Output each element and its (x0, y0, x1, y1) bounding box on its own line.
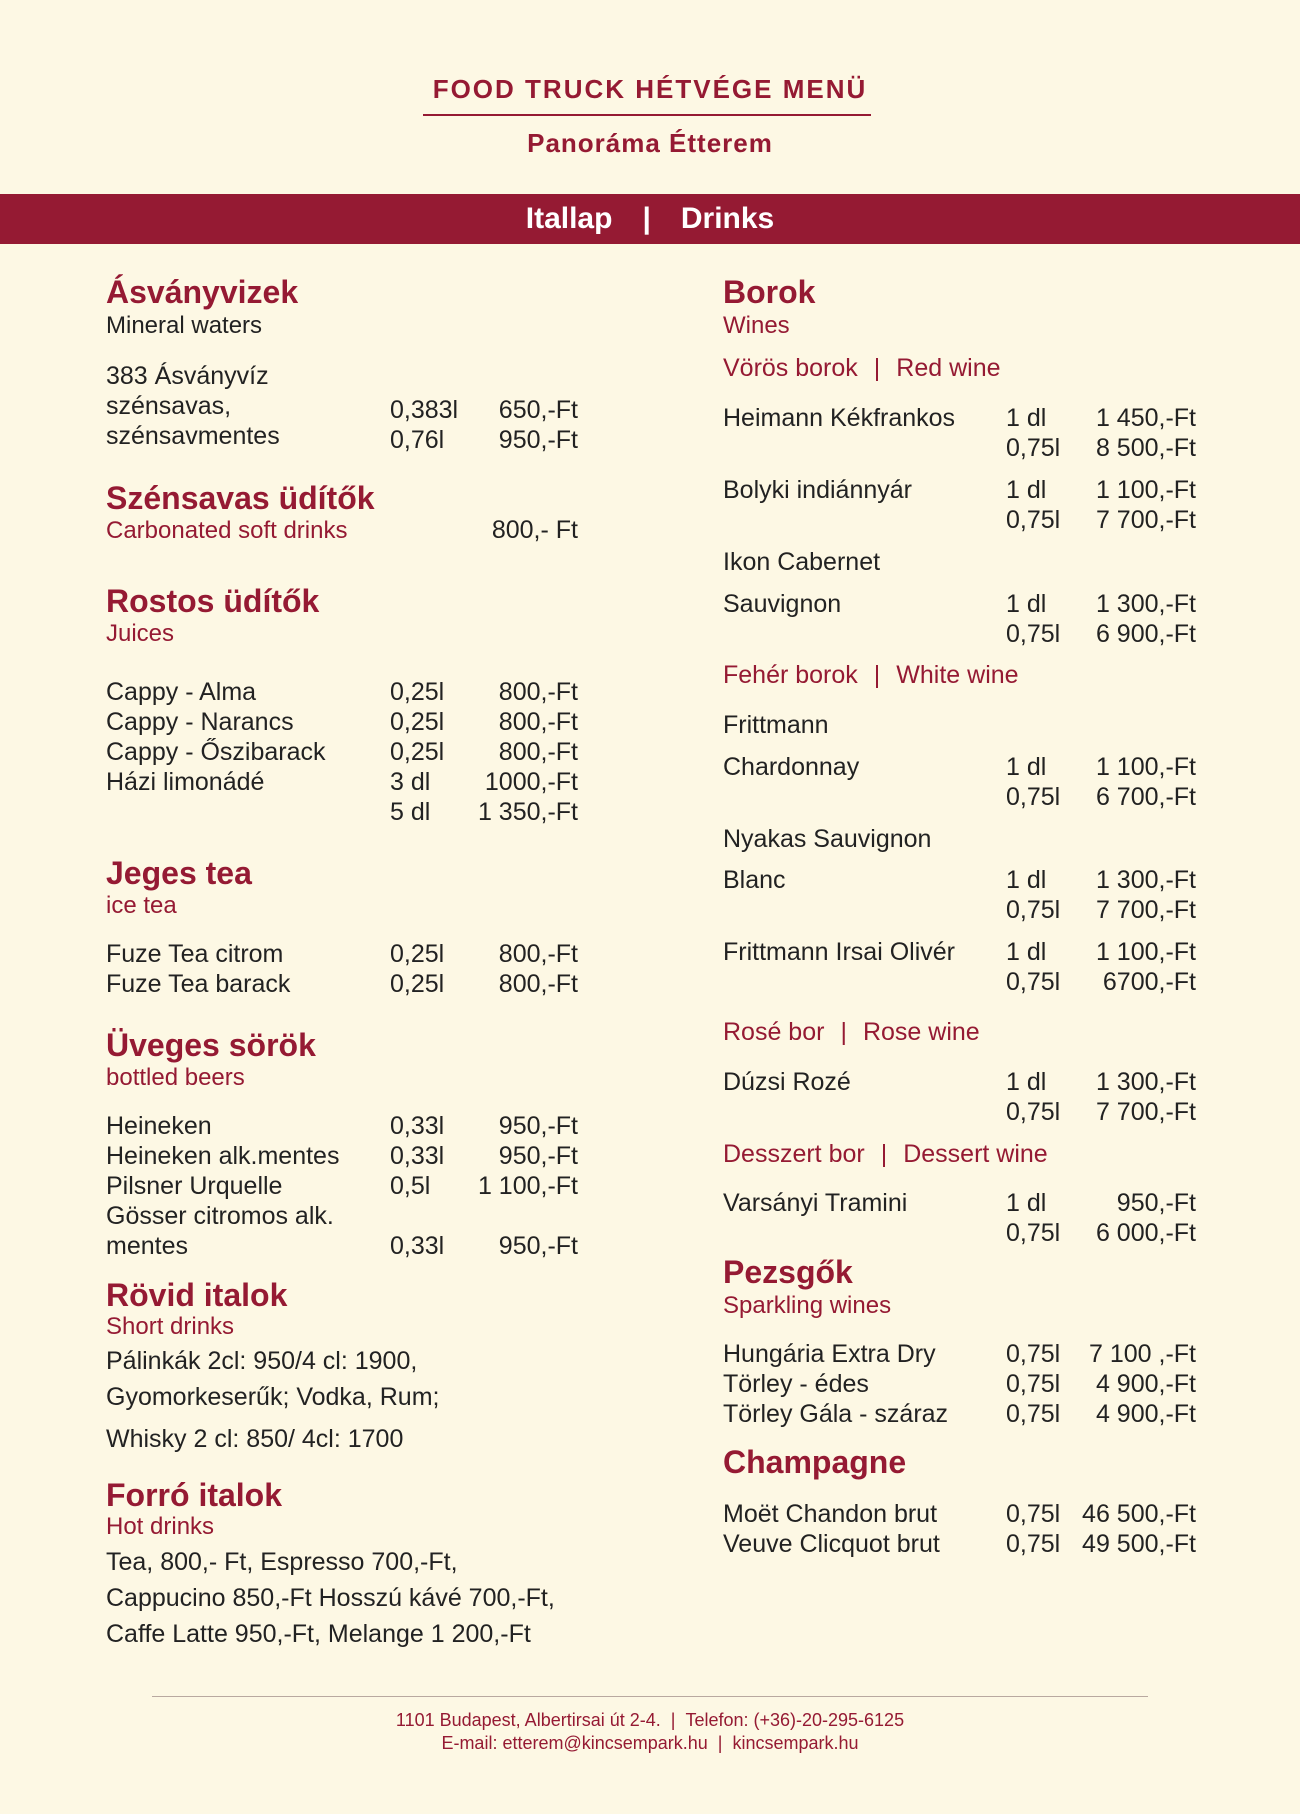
menu-item-volume: 1 dl (1006, 404, 1047, 432)
menu-item-name: Cappy - Alma (106, 678, 257, 706)
section-subtitle-juices: Juices (106, 620, 175, 647)
menu-item-price: 6 700,-Ft (1095, 783, 1196, 811)
menu-item-name: Hungária Extra Dry (723, 1340, 936, 1368)
menu-item-name: Cappy - Narancs (106, 708, 294, 736)
menu-item-price: 6 900,-Ft (1095, 620, 1196, 648)
menu-item-volume: 0,25l (390, 940, 445, 968)
menu-item-name: Bolyki indiánnyár (723, 476, 912, 504)
menu-item-name: Moët Chandon brut (723, 1500, 938, 1528)
section-subtitle-wines: Wines (723, 312, 790, 339)
menu-item-name: Veuve Clicquot brut (723, 1530, 940, 1558)
menu-item-volume: 0,75l (1006, 434, 1061, 462)
menu-item-volume: 0,75l (1006, 1400, 1061, 1428)
wine-category-red: Vörös borok | Red wine (723, 354, 1001, 382)
menu-item-price: 1 450,-Ft (1095, 404, 1196, 432)
section-subtitle-icetea: ice tea (106, 892, 177, 919)
menu-item-price: 46 500,-Ft (1082, 1500, 1196, 1528)
menu-item-price: 8 500,-Ft (1095, 434, 1196, 462)
menu-item-price: 800,- Ft (491, 516, 578, 544)
menu-item-volume: 0,75l (1006, 620, 1061, 648)
menu-item-name: Sauvignon (723, 590, 842, 618)
wine-category-white: Fehér borok | White wine (723, 661, 1019, 689)
menu-item-price: 1 100,-Ft (1095, 476, 1196, 504)
menu-item-price: 1 100,-Ft (477, 1172, 578, 1200)
menu-item-volume: 0,25l (390, 708, 445, 736)
wine-category-dessert: Desszert bor | Dessert wine (723, 1140, 1048, 1168)
menu-item-price: 4 900,-Ft (1095, 1400, 1196, 1428)
menu-item-volume: 0,25l (390, 678, 445, 706)
menu-item-price: 800,-Ft (498, 970, 578, 998)
menu-item-price: 950,-Ft (498, 1232, 578, 1260)
menu-item-volume: 1 dl (1006, 753, 1047, 781)
section-subtitle-beers: bottled beers (106, 1064, 245, 1091)
menu-item-price: 950,-Ft (1116, 1189, 1196, 1217)
menu-item-volume: 0,5l (390, 1172, 431, 1200)
menu-item-price: 950,-Ft (498, 1112, 578, 1140)
section-subtitle-carbonated: Carbonated soft drinks (106, 517, 348, 544)
wine-category-rose: Rosé bor | Rose wine (723, 1018, 980, 1046)
menu-item-volume: 1 dl (1006, 1068, 1047, 1096)
menu-item-volume: 0,33l (390, 1142, 445, 1170)
menu-text-line: Tea, 800,- Ft, Espresso 700,-Ft, (106, 1548, 458, 1576)
menu-item-price: 650,-Ft (498, 396, 578, 424)
menu-item-price: 6 000,-Ft (1095, 1219, 1196, 1247)
menu-text-line: Pálinkák 2cl: 950/4 cl: 1900, (106, 1347, 418, 1375)
menu-item-name: Heimann Kékfrankos (723, 404, 956, 432)
menu-item-volume: 0,33l (390, 1232, 445, 1260)
footer-address: 1101 Budapest, Albertirsai út 2-4. (395, 1710, 661, 1730)
menu-item-name: szénsavas, (106, 392, 232, 420)
banner-english: Drinks (680, 202, 775, 235)
footer-phone[interactable]: Telefon: (+36)-20-295-6125 (685, 1710, 905, 1730)
menu-text-line: Whisky 2 cl: 850/ 4cl: 1700 (106, 1425, 404, 1453)
menu-item-volume: 0,75l (1006, 1219, 1061, 1247)
section-title-icetea: Jeges tea (106, 855, 252, 891)
menu-item-volume: 0,75l (1006, 783, 1061, 811)
section-title-carbonated: Szénsavas üdítők (106, 480, 375, 516)
banner-hungarian: Itallap (525, 202, 613, 235)
menu-text-line: Cappucino 850,-Ft Hosszú kávé 700,-Ft, (106, 1584, 555, 1612)
menu-item-name: Gösser citromos alk. (106, 1202, 334, 1230)
menu-item-name: mentes (106, 1232, 188, 1260)
restaurant-name: Panoráma Étterem (527, 128, 773, 158)
section-title-short: Rövid italok (106, 1277, 288, 1313)
footer-separator: | (670, 1710, 676, 1730)
footer-email[interactable]: E-mail: etterem@kincsempark.hu (441, 1733, 708, 1753)
menu-item-name: Törley Gála - száraz (723, 1400, 949, 1428)
menu-item-volume: 0,75l (1006, 506, 1061, 534)
footer-divider (152, 1696, 1148, 1697)
brand-title: FOOD TRUCK HÉTVÉGE MENÜ (432, 74, 868, 104)
section-title-wines: Borok (723, 274, 816, 310)
menu-item-name: Fuze Tea citrom (106, 940, 284, 968)
section-subtitle-sparkling: Sparkling wines (723, 1292, 892, 1319)
footer-contact-line (0, 1710, 1300, 1731)
brand-divider (423, 114, 871, 116)
menu-item-price: 7 100 ,-Ft (1089, 1340, 1196, 1368)
menu-item-price: 800,-Ft (498, 708, 578, 736)
section-subtitle-hot: Hot drinks (106, 1513, 215, 1540)
menu-item-volume: 1 dl (1006, 866, 1047, 894)
menu-item-price: 1 100,-Ft (1095, 938, 1196, 966)
menu-item-volume: 5 dl (390, 798, 431, 826)
menu-item-volume: 0,75l (1006, 968, 1061, 996)
menu-item-name: Heineken alk.mentes (106, 1142, 340, 1170)
menu-item-volume: 0,76l (390, 426, 445, 454)
menu-item-volume: 0,75l (1006, 1530, 1061, 1558)
menu-item-price: 950,-Ft (498, 1142, 578, 1170)
menu-item-name: Dúzsi Rozé (723, 1068, 851, 1096)
menu-item-price: 800,-Ft (498, 940, 578, 968)
menu-item-volume: 0,75l (1006, 1340, 1061, 1368)
menu-item-price: 7 700,-Ft (1095, 1098, 1196, 1126)
section-title-hot: Forró italok (106, 1477, 283, 1513)
menu-item-name: Blanc (723, 866, 786, 894)
menu-item-price: 7 700,-Ft (1095, 506, 1196, 534)
menu-item-volume: 1 dl (1006, 1189, 1047, 1217)
section-subtitle-mineral: Mineral waters (106, 312, 263, 339)
menu-item-volume: 0,75l (1006, 1370, 1061, 1398)
footer-separator: | (717, 1733, 723, 1753)
menu-item-price: 1 300,-Ft (1095, 1068, 1196, 1096)
menu-item-price: 6700,-Ft (1102, 968, 1196, 996)
menu-item-price: 7 700,-Ft (1095, 896, 1196, 924)
menu-item-name: Ikon Cabernet (723, 548, 881, 576)
menu-item-price: 1000,-Ft (484, 768, 578, 796)
menu-item-name: Frittmann (723, 711, 829, 739)
section-title-sparkling: Pezsgők (723, 1254, 853, 1290)
menu-item-price: 800,-Ft (498, 678, 578, 706)
menu-item-volume: 0,75l (1006, 1500, 1061, 1528)
menu-item-volume: 0,25l (390, 970, 445, 998)
menu-item-price: 4 900,-Ft (1095, 1370, 1196, 1398)
menu-item-name: Frittmann Irsai Olivér (723, 938, 955, 966)
menu-item-price: 1 300,-Ft (1095, 590, 1196, 618)
menu-item-name: Fuze Tea barack (106, 970, 291, 998)
menu-item-name: Chardonnay (723, 753, 860, 781)
menu-item-name: Nyakas Sauvignon (723, 825, 932, 853)
menu-item-price: 1 100,-Ft (1095, 753, 1196, 781)
menu-item-name: Házi limonádé (106, 768, 265, 796)
menu-item-price: 1 300,-Ft (1095, 866, 1196, 894)
section-title-juices: Rostos üdítők (106, 583, 320, 619)
menu-item-volume: 0,75l (1006, 1098, 1061, 1126)
menu-item-name: szénsavmentes (106, 422, 280, 450)
section-title-champagne: Champagne (723, 1444, 907, 1480)
menu-item-name: Heineken (106, 1112, 212, 1140)
menu-text-line: Caffe Latte 950,-Ft, Melange 1 200,-Ft (106, 1620, 531, 1648)
section-subtitle-short: Short drinks (106, 1313, 235, 1340)
footer-web-line (0, 1733, 1300, 1754)
menu-item-name: Pilsner Urquelle (106, 1172, 283, 1200)
section-title-mineral: Ásványvizek (106, 274, 299, 310)
menu-item-price: 1 350,-Ft (477, 798, 578, 826)
menu-item-price: 950,-Ft (498, 426, 578, 454)
menu-item-volume: 0,33l (390, 1112, 445, 1140)
section-title-beers: Üveges sörök (106, 1027, 316, 1063)
menu-item-name: Varsányi Tramini (723, 1189, 908, 1217)
menu-item-volume: 3 dl (390, 768, 431, 796)
menu-item-volume: 1 dl (1006, 476, 1047, 504)
drinks-banner (0, 194, 1300, 244)
menu-item-volume: 0,383l (390, 396, 459, 424)
menu-item-name: Törley - édes (723, 1370, 869, 1398)
menu-text-line: Gyomorkeserűk; Vodka, Rum; (106, 1383, 440, 1411)
menu-item-price: 800,-Ft (498, 738, 578, 766)
menu-item-name: 383 Ásványvíz (106, 362, 269, 390)
menu-item-volume: 0,25l (390, 738, 445, 766)
footer-website-link[interactable]: kincsempark.hu (732, 1733, 859, 1753)
menu-item-volume: 1 dl (1006, 590, 1047, 618)
banner-separator: | (642, 202, 651, 235)
menu-item-volume: 1 dl (1006, 938, 1047, 966)
menu-item-volume: 0,75l (1006, 896, 1061, 924)
menu-item-price: 49 500,-Ft (1082, 1530, 1196, 1558)
menu-item-name: Cappy - Őszibarack (106, 738, 326, 766)
